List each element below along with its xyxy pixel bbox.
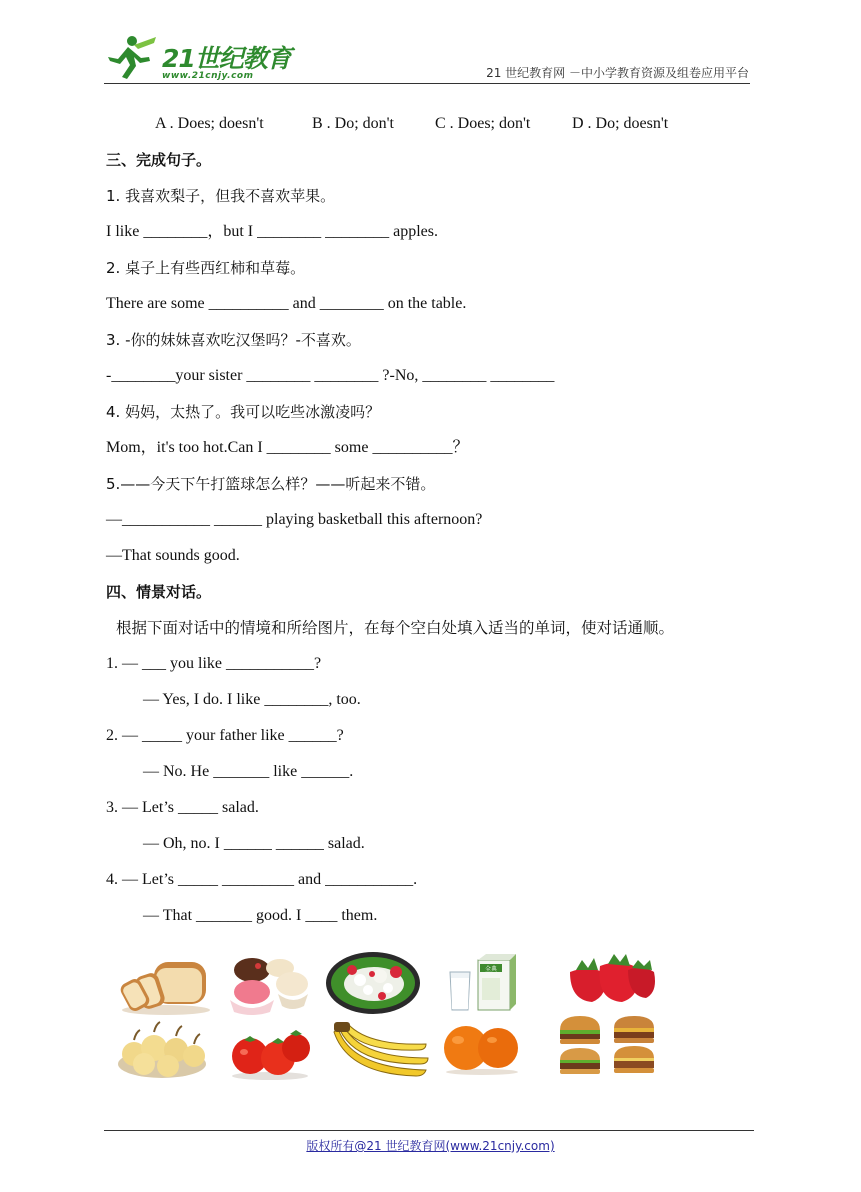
s3-item-3-en: -________your sister ________ ________ ?-No, ________ ________ xyxy=(106,367,555,384)
logo-text: 21世纪教育 xyxy=(162,44,291,73)
s3-item-5-en: —___________ ______ playing basketball this afternoon? xyxy=(106,511,483,528)
option-a: A . Does; doesn't xyxy=(155,115,264,132)
bread-icon xyxy=(116,954,212,1016)
pear-icon xyxy=(114,1018,210,1080)
s3-item-4-en: Mom，it's too hot.Can I ________ some __________？ xyxy=(106,439,469,456)
dialog-4-question: 4. — Let’s _____ _________ and ___________. xyxy=(106,871,418,888)
s3-item-5-en2: —That sounds good. xyxy=(106,547,240,564)
s3-item-3-cn: 3. -你的妹妹喜欢吃汉堡吗？-不喜欢。 xyxy=(106,331,361,349)
site-logo xyxy=(104,33,291,83)
tomato-icon xyxy=(228,1024,314,1080)
dialog-1-answer: — Yes, I do. I like ________, too. xyxy=(143,691,361,708)
footer-divider xyxy=(104,1130,754,1131)
option-b: B . Do; don't xyxy=(312,115,394,132)
section-4-title: 四、情景对话。 xyxy=(106,583,212,601)
option-d: D . Do; doesn't xyxy=(572,115,669,132)
orange-icon xyxy=(440,1018,524,1076)
footer-copyright-link[interactable]: 版权所有@21 世纪教育网(www.21cnjy.com) xyxy=(306,1139,555,1153)
strawberry-icon xyxy=(566,952,658,1004)
header-divider xyxy=(104,83,750,84)
dialog-4-answer: — That _______ good. I ____ them. xyxy=(143,907,378,924)
milk-box-label: 全典 xyxy=(484,966,498,973)
dialog-1-question: 1. — ___ you like ___________? xyxy=(106,655,322,672)
ice-cream-icon xyxy=(222,956,314,1018)
s3-item-4-cn: 4. 妈妈，太热了。我可以吃些冰激凌吗？ xyxy=(106,403,381,421)
runner-logo-icon xyxy=(104,33,160,81)
salad-icon xyxy=(324,950,422,1016)
s4-instruction: 根据下面对话中的情境和所给图片，在每个空白处填入适当的单词，使对话通顺。 xyxy=(116,619,675,637)
logo-url: www.21cnjy.com xyxy=(162,71,254,81)
dialog-3-question: 3. — Let’s _____ salad. xyxy=(106,799,259,816)
s3-item-2-cn: 2. 桌子上有些西红柿和草莓。 xyxy=(106,259,306,277)
dialog-2-answer: — No. He _______ like ______. xyxy=(143,763,354,780)
milk-icon xyxy=(442,954,520,1014)
dialog-2-question: 2. — _____ your father like ______? xyxy=(106,727,344,744)
s3-item-1-cn: 1. 我喜欢梨子，但我不喜欢苹果。 xyxy=(106,187,336,205)
header-tagline: 21 世纪教育网 －中小学教育资源及组卷应用平台 xyxy=(486,66,749,80)
s3-item-2-en: There are some __________ and ________ on the table. xyxy=(106,295,467,312)
hamburger-icon xyxy=(556,1014,662,1076)
s3-item-5-cn: 5.——今天下午打篮球怎么样？——听起来不错。 xyxy=(106,475,436,493)
section-3-title: 三、完成句子。 xyxy=(106,151,212,169)
dialog-3-answer: — Oh, no. I ______ ______ salad. xyxy=(143,835,365,852)
banana-icon xyxy=(330,1018,432,1080)
s3-item-1-en: I like ________，but I ________ ________ apples. xyxy=(106,223,438,240)
option-c: C . Does; don't xyxy=(435,115,531,132)
